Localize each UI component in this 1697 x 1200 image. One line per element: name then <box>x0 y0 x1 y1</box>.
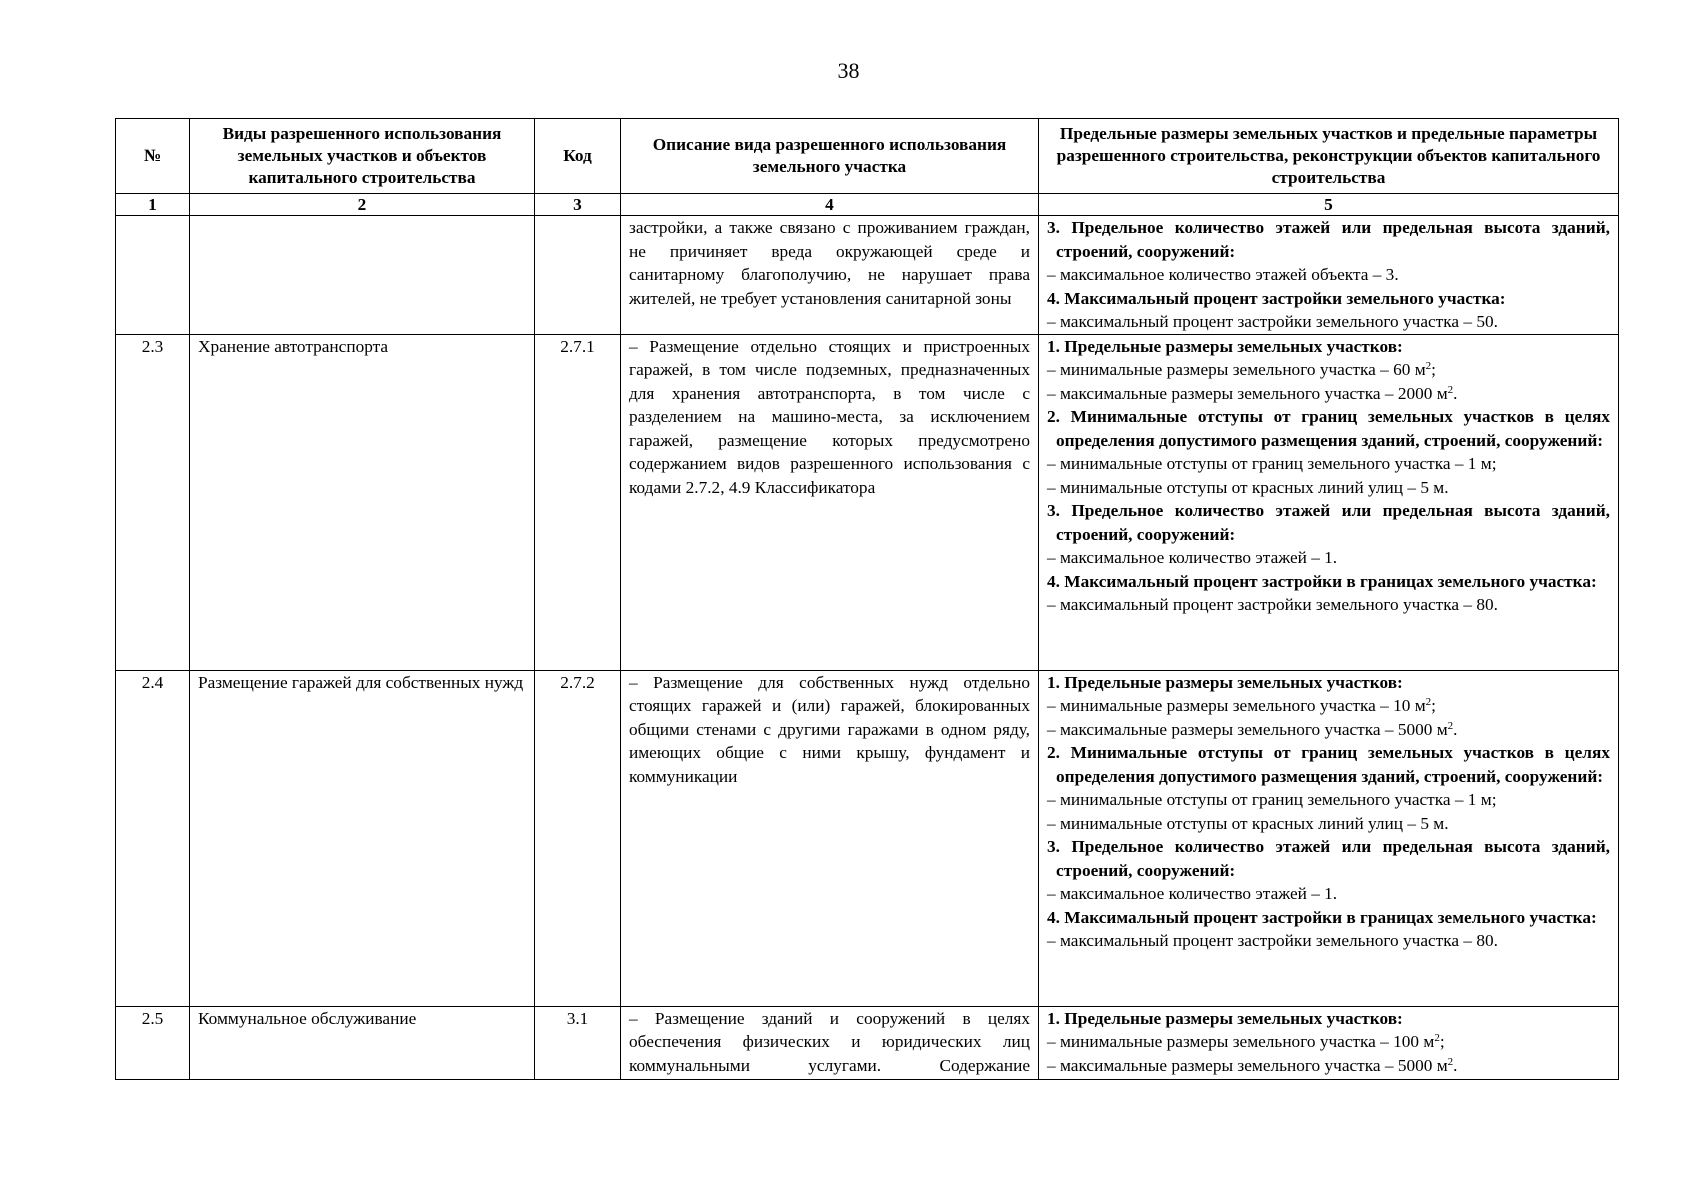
param-heading: 3. Предельное количество этажей или предельная высота зданий, строений, сооружений: <box>1047 501 1610 544</box>
column-number-row <box>116 194 1619 216</box>
param-value: – максимальные размеры земельного участка – 2000 $м^2$. <box>1047 383 1458 403</box>
param-value: – максимальный процент застройки земельного участка – 80. <box>1047 931 1498 950</box>
row-description <box>621 216 1039 335</box>
row-description <box>621 670 1039 1006</box>
table-row <box>116 670 1619 1006</box>
row-number: 2.5 <box>116 1006 190 1079</box>
row-parameters <box>1039 216 1619 335</box>
superscript-2: 2 <box>1434 1032 1440 1044</box>
row-code <box>535 216 621 335</box>
param-value: – минимальные размеры земельного участка – 60 $м^2$; <box>1047 360 1436 379</box>
param-heading: 3. Предельное количество этажей или предельная высота зданий, строений, сооружений: <box>1047 218 1610 261</box>
row-number: 2.4 <box>116 670 190 1006</box>
row-number <box>116 216 190 335</box>
row-code: 3.1 <box>535 1006 621 1079</box>
row-land-use-name: Размещение гаражей для собственных нужд <box>190 670 535 1006</box>
row-land-use-name: Коммунальное обслуживание <box>190 1006 535 1079</box>
superscript-2: 2 <box>1447 383 1454 396</box>
row-land-use-name <box>190 216 535 335</box>
column-number: 1 <box>116 194 190 216</box>
row-description-text: – Размещение отдельно стоящих и пристроенных гаражей, в том числе подземных, предназначенных для хранения автотранспорта, в том числе с разделением на машино-места, за исключением гаражей, размещение которых предусмотрено содержанием видов разрешенного использования с кодами 2.7.2, 4.9 Классификатора <box>629 336 1030 497</box>
row-code: 2.7.1 <box>535 334 621 670</box>
param-value: – максимальный процент застройки земельного участка – 50. <box>1047 312 1498 331</box>
param-value: – максимальные размеры земельного участка – 5000 $м^2$. <box>1047 719 1458 739</box>
param-heading: 3. Предельное количество этажей или предельная высота зданий, строений, сооружений: <box>1047 837 1610 880</box>
param-value: – минимальные размеры земельного участка – 10 $м^2$; <box>1047 696 1436 715</box>
row-parameters <box>1039 670 1619 1006</box>
param-value: – максимальный процент застройки земельного участка – 80. <box>1047 595 1498 614</box>
param-value: – максимальное количество этажей – 1. <box>1047 884 1338 903</box>
row-description-text: – Размещение зданий и сооружений в целях обеспечения физических и юридических лиц коммунальными услугами. Содержание <box>629 1008 1030 1075</box>
column-number: 3 <box>535 194 621 216</box>
row-number: 2.3 <box>116 334 190 670</box>
row-description <box>621 334 1039 670</box>
table-row <box>116 1006 1619 1079</box>
row-parameters <box>1039 1006 1619 1079</box>
table-row <box>116 334 1619 670</box>
table-header-row <box>116 119 1619 194</box>
row-description-text: – Размещение для собственных нужд отдельно стоящих гаражей и (или) гаражей, блокированных общими стенами с другими гаражами в одном ряду, имеющих общие с ними крышу, фундамент и коммуникации <box>629 672 1030 786</box>
row-code: 2.7.2 <box>535 670 621 1006</box>
column-number: 2 <box>190 194 535 216</box>
header-land-use-types: Виды разрешенного использования земельных участков и объектов капитального строительства <box>190 119 535 194</box>
header-parameters: Предельные размеры земельных участков и предельные параметры разрешенного строительства, реконструкции объектов капитального строительства <box>1039 119 1619 194</box>
page-number: 38 <box>837 58 860 83</box>
row-description-text: застройки, а также связано с проживанием граждан, не причиняет вреда окружающей среде и санитарному благополучию, не нарушает права жителей, не требует установления санитарной зоны <box>629 218 1030 308</box>
column-number: 5 <box>1039 194 1619 216</box>
param-value: – минимальные отступы от границ земельного участка – 1 м; <box>1047 454 1497 473</box>
param-value: – максимальные размеры земельного участка – 5000 $м^2$. <box>1047 1055 1458 1075</box>
row-land-use-name: Хранение автотранспорта <box>190 334 535 670</box>
param-value: – максимальное количество этажей объекта – 3. <box>1047 265 1399 284</box>
row-description <box>621 1006 1039 1079</box>
header-description: Описание вида разрешенного использования земельного участка <box>621 119 1039 194</box>
param-value: – минимальные отступы от границ земельного участка – 1 м; <box>1047 790 1497 809</box>
superscript-2: 2 <box>1447 719 1454 732</box>
param-heading: 1. Предельные размеры земельных участков: <box>1047 672 1403 692</box>
param-value: – минимальные отступы от красных линий улиц – 5 м. <box>1047 813 1449 833</box>
header-code: Код <box>535 119 621 194</box>
column-number: 4 <box>621 194 1039 216</box>
param-heading: 2. Минимальные отступы от границ земельных участков в целях определения допустимого размещения зданий, строений, сооружений: <box>1047 407 1610 450</box>
param-heading: 1. Предельные размеры земельных участков: <box>1047 336 1403 356</box>
table-row <box>116 216 1619 335</box>
param-heading: 4. Максимальный процент застройки в границах земельного участка: <box>1047 571 1597 591</box>
superscript-2: 2 <box>1447 1055 1454 1068</box>
row-parameters <box>1039 334 1619 670</box>
superscript-2: 2 <box>1425 696 1432 708</box>
param-value: – максимальное количество этажей – 1. <box>1047 548 1338 567</box>
superscript-2: 2 <box>1425 360 1432 372</box>
param-heading: 4. Максимальный процент застройки в границах земельного участка: <box>1047 907 1597 927</box>
param-heading: 4. Максимальный процент застройки земельного участка: <box>1047 288 1506 308</box>
param-heading: 1. Предельные размеры земельных участков: <box>1047 1008 1403 1028</box>
param-value: – минимальные отступы от красных линий улиц – 5 м. <box>1047 477 1449 497</box>
param-heading: 2. Минимальные отступы от границ земельных участков в целях определения допустимого размещения зданий, строений, сооружений: <box>1047 743 1610 786</box>
header-number: № <box>116 119 190 194</box>
land-use-table <box>115 118 1619 1080</box>
param-value: – минимальные размеры земельного участка – 100 $м^2$; <box>1047 1032 1445 1051</box>
